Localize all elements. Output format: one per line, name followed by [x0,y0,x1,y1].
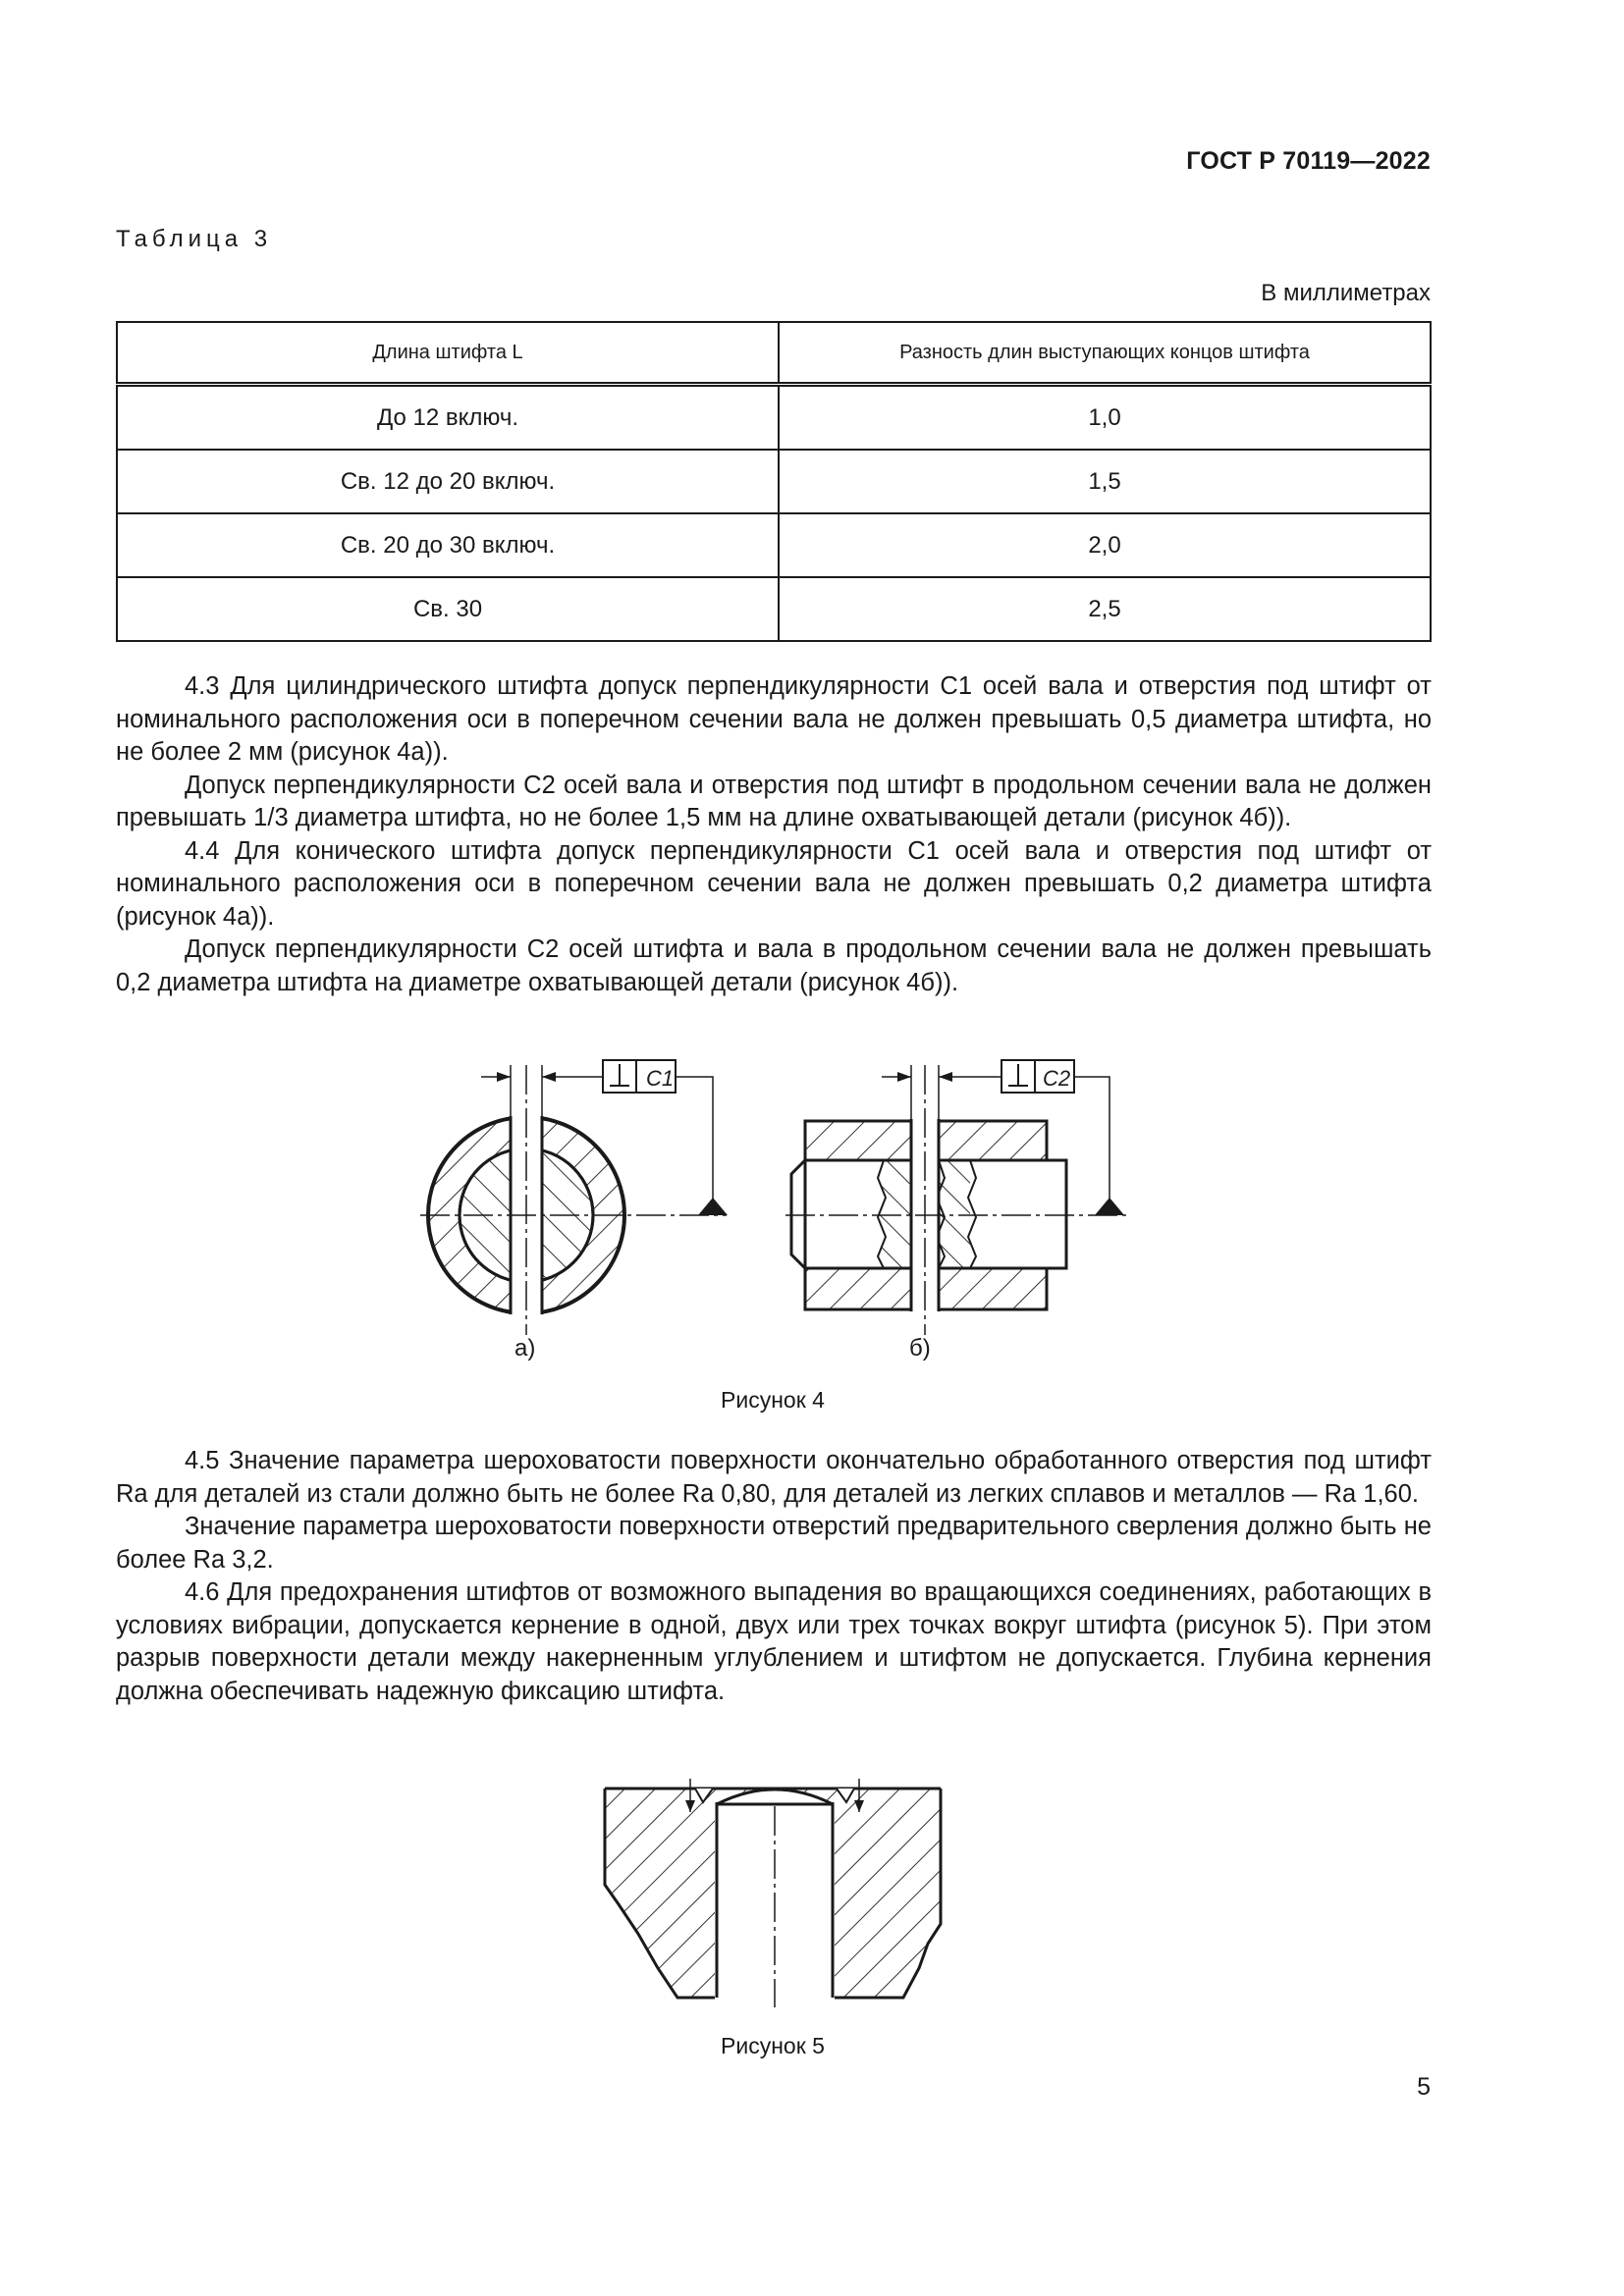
text-block-perpendicularity [116,670,1432,999]
table-units: В миллиметрах [1261,280,1431,306]
paragraph-4-5-predrill: Значение параметра шероховатости поверхности отверстий предварительного сверления должно быть не более Ra 3,2. [116,1513,1432,1574]
table-cell: Св. 12 до 20 включ. [117,450,779,513]
tolerance-frame-b-label: C2 [1043,1066,1071,1091]
table-row [117,385,1431,451]
page-number: 5 [1417,2073,1431,2101]
table-row [117,577,1431,641]
figure-5-caption: Рисунок 5 [721,2033,825,2058]
column-header: Разность длин выступающих концов штифта [779,322,1431,385]
table-cell: Св. 20 до 30 включ. [117,513,779,577]
paragraph-4-5: 4.5 Значение параметра шероховатости поверхности окончательно обработанного отверстия под штифт Ra для деталей из стали должно быть не более Ra 0,80, для деталей из легких сплавов и металлов — Ra 1,60. [116,1447,1432,1508]
column-header: Длина штифта L [117,322,779,385]
document-standard-number: ГОСТ Р 70119—2022 [1186,147,1431,175]
table-cell: Св. 30 [117,577,779,641]
tolerance-frame-a-label: C1 [646,1066,675,1091]
table-row [117,513,1431,577]
table-caption: Таблица 3 [116,226,273,252]
table-cell: 1,5 [779,450,1431,513]
figure-4-caption: Рисунок 4 [721,1387,825,1413]
cross-section-view [420,1060,728,1335]
table-cell: До 12 включ. [117,385,779,451]
figure-4-drawing [0,1041,1624,1433]
paragraph-4-4-longitudinal: Допуск перпендикулярности C2 осей штифта и вала в продольном сечении вала не должен превышать 0,2 диаметра штифта на диаметре охватывающей детали (рисунок 4б)). [116,935,1432,996]
paragraph-4-3-longitudinal: Допуск перпендикулярности C2 осей вала и отверстия под штифт в продольном сечении вала не должен превышать 1/3 диаметра штифта, но не более 1,5 мм на длине охватывающей детали (рисунок 4б)). [116,771,1432,831]
table-cell: 2,5 [779,577,1431,641]
paragraph-4-3: 4.3 Для цилиндрического штифта допуск перпендикулярности C1 осей вала и отверстия под штифт от номинального расположения оси в поперечном сечении вала не должен превышать 0,5 диаметра штифта, но не более 2 мм (рисунок 4а)). [116,672,1432,766]
longitudinal-section-view [785,1060,1129,1335]
figure-5-drawing [0,1777,1624,2012]
figure-4b-label: б) [909,1335,931,1362]
text-block-roughness [116,1445,1432,1708]
paragraph-4-6: 4.6 Для предохранения штифтов от возможного выпадения во вращающихся соединениях, работающих в условиях вибрации, допускается кернение в одной, двух или трех точках вокруг штифта (рисунок 5). При этом разрыв поверхности детали между накерненным углублением и штифтом не допускается. Глубина кернения должна обеспечивать надежную фиксацию штифта. [116,1578,1432,1705]
table-row [117,450,1431,513]
pin-length-table [116,321,1432,642]
paragraph-4-4: 4.4 Для конического штифта допуск перпендикулярности C1 осей вала и отверстия под штифт от номинального расположения оси в поперечном сечении вала не должен превышать 0,2 диаметра штифта (рисунок 4а)). [116,836,1432,931]
center-punch-section [605,1779,941,2007]
figure-4a-label: а) [514,1335,536,1362]
table-cell: 2,0 [779,513,1431,577]
table-header-row [117,322,1431,385]
table-cell: 1,0 [779,385,1431,451]
